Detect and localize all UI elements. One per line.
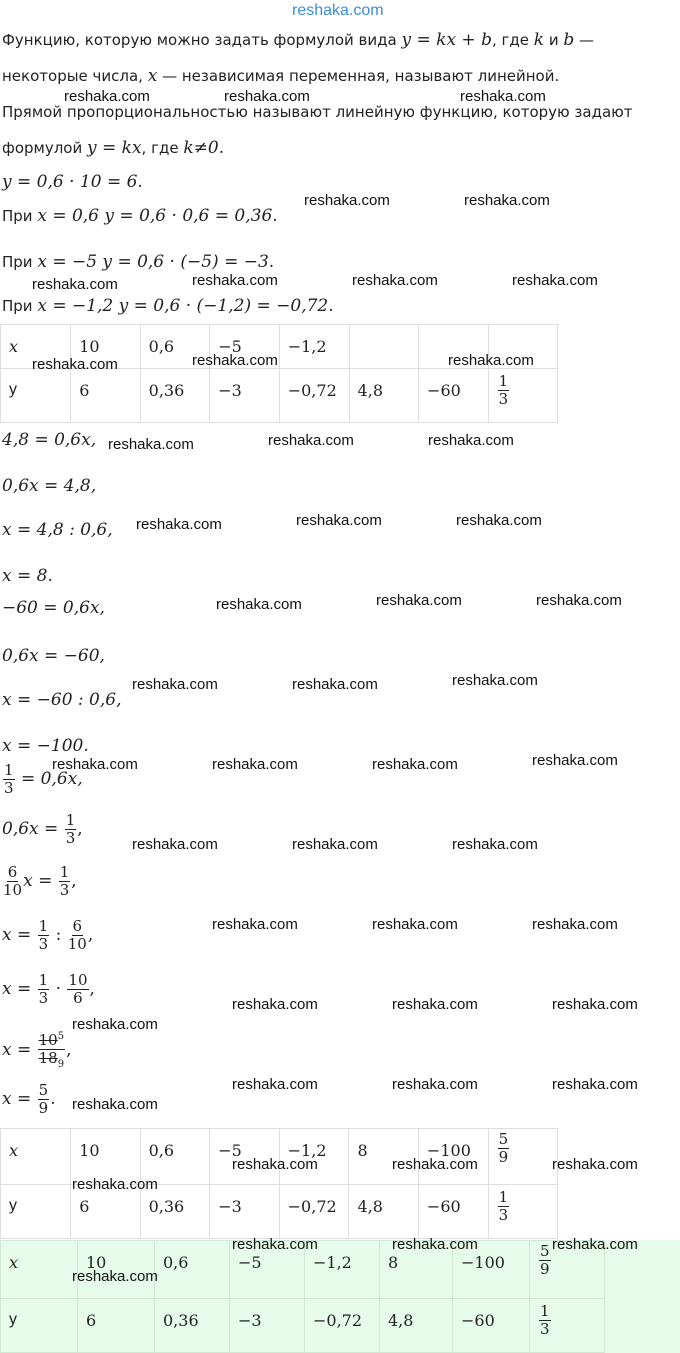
solve-line-6: 0,6x = −60, [2,646,105,666]
formula: y = 0,6 · 0,6 = 0,36. [99,206,278,226]
theory-line-1 [2,30,594,50]
punct: , [77,819,83,839]
numerator: 1 [4,761,14,779]
watermark: reshaka.com [216,596,302,613]
text: — [574,31,595,49]
watermark: reshaka.com [460,88,546,105]
solve-line-5: −60 = 0,6x, [2,598,105,618]
table-cell: 0,36 [140,1185,210,1239]
denominator: 9 [38,1099,49,1117]
table-cell: −1,2 [279,325,349,369]
watermark: reshaka.com [72,1016,158,1033]
table-cell: 0,36 [155,1299,230,1353]
denominator: 10 [3,881,23,899]
watermark: reshaka.com [212,756,298,773]
formula: 0,6x = [2,819,64,839]
numerator: 5 [498,1130,509,1148]
formula: y = kx [87,138,142,158]
denominator: 3 [38,989,49,1007]
fraction [539,1243,551,1278]
watermark: reshaka.com [232,1156,318,1173]
numerator: 10 [38,1031,58,1049]
watermark: reshaka.com [72,1176,158,1193]
watermark: reshaka.com [136,516,222,533]
text: формулой [2,139,87,157]
formula: x = −1,2 [37,296,114,316]
watermark: reshaka.com [552,1236,638,1253]
watermark: reshaka.com [552,1076,638,1093]
fraction [38,918,50,953]
table-cell: 0,6 [155,1241,230,1299]
denominator: 6 [73,989,83,1007]
table-cell: 0,6 [140,325,210,369]
operator: : [50,925,67,945]
numerator: 6 [72,917,83,935]
formula: = 0,6x, [15,769,83,789]
solve-line-13 [2,972,95,1007]
table-cell: 4,8 [349,369,418,423]
watermark: reshaka.com [532,752,618,769]
punct: , [87,925,94,945]
formula: k≠0. [183,138,225,158]
punct: , [66,1040,72,1060]
table-cell: −60 [418,1185,488,1239]
table-cell: −60 [419,369,489,423]
numerator: 1 [59,863,70,881]
denominator: 3 [65,829,76,847]
watermark: reshaka.com [448,352,534,369]
table-cell: −0,72 [279,1185,349,1239]
watermark: reshaka.com [464,192,550,209]
solve-line-11 [2,864,77,899]
solve-line-12 [2,918,93,953]
table-row [1,369,558,423]
numerator: 5 [540,1242,550,1260]
watermark: reshaka.com [292,676,378,693]
table-cell: −3 [230,1299,305,1353]
watermark: reshaka.com [64,88,150,105]
numerator: 10 [68,971,88,989]
fraction [67,972,88,1007]
numerator: 1 [498,372,509,390]
formula: y = 0,6 · (−5) = −3. [97,252,275,272]
watermark: reshaka.com [72,1268,158,1285]
fraction [539,1303,551,1338]
text: , где [141,139,184,157]
watermark: reshaka.com [428,432,514,449]
denominator: 3 [498,1206,509,1224]
denominator: 9 [498,1148,509,1166]
watermark: reshaka.com [32,276,118,293]
table-cell: x [1,1129,71,1185]
solve-line-8: x = −100. [2,736,89,756]
watermark: reshaka.com [268,432,354,449]
table-cell: x [1,1241,78,1299]
denominator: 3 [498,390,509,408]
formula: y = 0,6 · (−1,2) = −0,72. [113,296,334,316]
table-cell: 0,36 [140,369,210,423]
watermark: reshaka.com [52,756,138,773]
watermark: reshaka.com [192,352,278,369]
table-cell: 10 [78,1241,155,1299]
table-cell: 6 [71,369,140,423]
numerator: 5 [38,1081,49,1099]
text: Функцию, которую можно задать формулой вида [2,31,402,49]
fraction [498,1131,510,1166]
watermark: reshaka.com [452,672,538,689]
operator: · [50,979,67,999]
watermark: reshaka.com [512,272,598,289]
watermark: reshaka.com [108,436,194,453]
denominator: 3 [4,779,14,797]
table-cell: −1,2 [279,1129,349,1185]
numerator: 1 [498,1188,509,1206]
watermark: reshaka.com [532,916,618,933]
table-cell [488,369,557,423]
var-x: x [147,66,158,86]
table-cell: −5 [210,325,279,369]
table-cell: 4,8 [349,1185,418,1239]
solve-line-3: x = 4,8 : 0,6, [2,520,113,540]
denominator: 3 [59,881,70,899]
watermark: reshaka.com [32,356,118,373]
table-cell: 8 [380,1241,453,1299]
fraction [498,1189,510,1224]
numerator: 1 [65,811,76,829]
watermark: reshaka.com [192,272,278,289]
watermark: reshaka.com [552,1156,638,1173]
var-b: b [563,30,575,50]
watermark: reshaka.com [392,1076,478,1093]
table-cell: 0,6 [140,1129,210,1185]
theory-line-4 [2,138,224,158]
table-cell: y [1,369,71,423]
formula: x = −5 [37,252,98,272]
punct: . [50,1089,56,1109]
fraction [65,812,77,847]
answer-table [0,1240,680,1353]
solve-line-14 [2,1028,72,1073]
formula: x = [2,979,37,999]
reduced-numerator: 5 [57,1031,65,1042]
table-cell: x [1,325,71,369]
table-cell: 4,8 [380,1299,453,1353]
table-cell: −0,72 [305,1299,380,1353]
formula: x = [2,925,37,945]
punct: , [89,979,95,999]
table-cell: −5 [230,1241,305,1299]
watermark: reshaka.com [212,916,298,933]
fraction [3,864,22,899]
watermark: reshaka.com [552,996,638,1013]
calc-line-4 [2,296,334,316]
theory-line-3: Прямой пропорциональностью называют линейную функцию, которую задают [2,103,633,121]
table-cell: −60 [453,1299,530,1353]
fraction [3,762,15,797]
watermark: reshaka.com [224,88,310,105]
formula: x = [23,871,58,891]
text: и [544,31,564,49]
solve-line-15 [2,1082,56,1117]
table-row [1,1299,680,1353]
text: При [2,207,38,225]
text: , где [491,31,534,49]
values-table-1 [0,324,558,423]
watermark: reshaka.com [296,512,382,529]
table-cell: 10 [71,325,140,369]
calc-line-1: y = 0,6 · 10 = 6. [2,172,143,192]
text: — независимая переменная, называют линейной. [157,67,560,85]
theory-line-2 [2,66,559,86]
fraction [38,972,50,1007]
table-cell [530,1299,605,1353]
denominator: 3 [540,1320,550,1338]
formula: x = 0,6 [37,206,100,226]
watermark: reshaka.com [352,272,438,289]
table-cell: 10 [71,1129,140,1185]
fraction-cancelled [38,1028,65,1073]
table-cell: −1,2 [305,1241,380,1299]
watermark: reshaka.com [456,512,542,529]
table-cell: 6 [71,1185,140,1239]
table-cell: y [1,1185,71,1239]
watermark: reshaka.com [132,836,218,853]
watermark: reshaka.com [392,1156,478,1173]
watermark: reshaka.com [372,756,458,773]
watermark: reshaka.com [232,1076,318,1093]
table-cell [349,325,418,369]
watermark: reshaka.com [132,676,218,693]
table-cell: −100 [453,1241,530,1299]
calc-line-3 [2,252,274,272]
watermark: reshaka.com [232,1236,318,1253]
solve-line-4: x = 8. [2,566,53,586]
watermark: reshaka.com [372,916,458,933]
formula: x = [2,1040,37,1060]
text: При [2,297,38,315]
text: При [2,253,38,271]
fraction [59,864,71,899]
fraction [68,918,87,953]
denominator: 3 [38,935,49,953]
table-cell: −100 [418,1129,488,1185]
table-cell [488,1129,557,1185]
table-cell: 6 [78,1299,155,1353]
watermark: reshaka.com [376,592,462,609]
table-cell: y [1,1299,78,1353]
denominator: 10 [67,935,87,953]
solve-line-2: 0,6x = 4,8, [2,476,97,496]
numerator: 6 [7,863,18,881]
watermark: reshaka.com [392,1236,478,1253]
watermark: reshaka.com [72,1096,158,1113]
fraction [38,1082,50,1117]
calc-line-2 [2,206,278,226]
solve-line-10 [2,812,83,847]
watermark: reshaka.com [452,836,538,853]
solve-line-7: x = −60 : 0,6, [2,690,122,710]
var-k: k [533,30,545,50]
numerator: 1 [38,971,49,989]
watermark: reshaka.com [232,996,318,1013]
denominator: 9 [540,1260,550,1278]
text: некоторые числа, [2,67,148,85]
numerator: 1 [540,1302,550,1320]
table-cell-empty [605,1299,680,1353]
numerator: 1 [38,917,49,935]
formula: y = kx + b [401,30,492,50]
table-cell: −3 [210,369,279,423]
site-watermark-top: reshaka.com [292,2,384,19]
watermark: reshaka.com [392,996,478,1013]
watermark: reshaka.com [536,592,622,609]
fraction [498,373,510,408]
solve-line-1: 4,8 = 0,6x, [2,430,97,450]
reduced-denominator: 9 [57,1059,65,1070]
table-cell: 8 [349,1129,418,1185]
formula: x = [2,1089,37,1109]
table-cell: −5 [210,1129,279,1185]
table-cell [488,1185,557,1239]
denominator: 18 [38,1049,58,1067]
table-cell: −0,72 [279,369,349,423]
punct: , [71,871,77,891]
watermark: reshaka.com [304,192,390,209]
watermark: reshaka.com [292,836,378,853]
table-cell: −3 [210,1185,279,1239]
